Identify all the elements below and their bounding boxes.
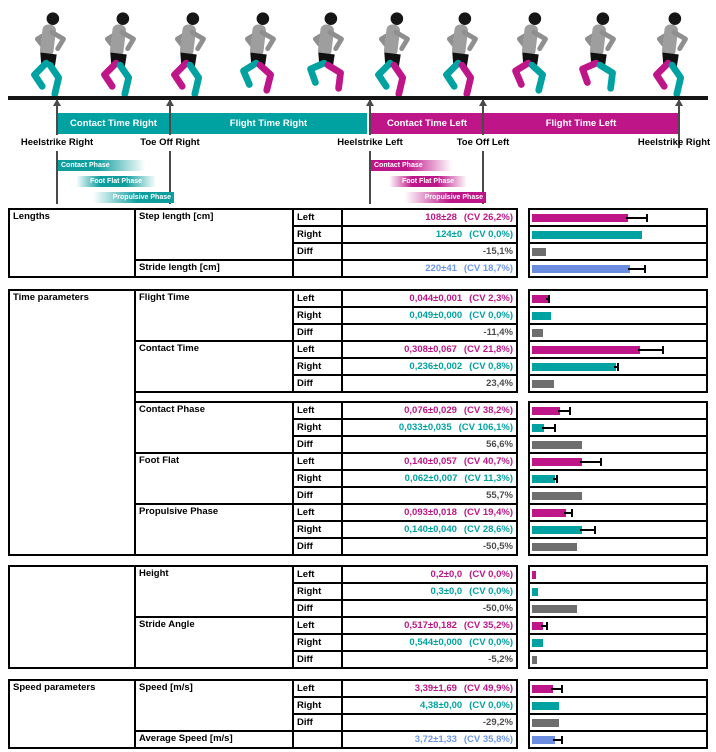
bar-row — [530, 227, 706, 244]
runner-figure — [364, 8, 422, 99]
error-whisker — [558, 410, 569, 412]
value-bar — [532, 509, 566, 517]
value-bar — [532, 380, 554, 388]
error-cap — [662, 346, 664, 354]
runner-figure — [432, 8, 490, 99]
section-label: Lengths — [9, 209, 135, 277]
value-cell — [342, 714, 517, 731]
side-label: Diff — [293, 487, 342, 504]
value-cell — [342, 307, 517, 324]
bar-row — [530, 244, 706, 261]
side-label: Diff — [293, 324, 342, 341]
arrowhead-icon — [166, 99, 174, 106]
side-label: Right — [293, 307, 342, 324]
runner-icon — [90, 8, 148, 99]
error-whisker — [580, 529, 594, 531]
value-cell — [342, 566, 517, 583]
bar-row — [530, 488, 706, 505]
value-bar — [532, 312, 551, 320]
cv-value: (CV 40,7%) — [463, 456, 513, 467]
diff-value: -15,1% — [482, 246, 513, 257]
error-cap — [569, 407, 571, 415]
phase-bar-footflat-right: Foot Flat Phase — [76, 176, 156, 187]
bar-row — [530, 325, 706, 342]
runner-figure — [90, 8, 148, 99]
cv-value: (CV 0,8%) — [469, 361, 513, 372]
bar-row — [530, 601, 706, 618]
mean-value: 0,3±0,0 — [430, 586, 463, 597]
angle-parameters-table — [8, 565, 518, 669]
cv-value: (CV 28,6%) — [463, 524, 513, 535]
runner-icon — [364, 8, 422, 99]
bar-row — [530, 715, 706, 732]
error-cap — [644, 265, 646, 273]
bar-row — [530, 308, 706, 325]
runner-icon — [20, 8, 78, 99]
runner-icon — [230, 8, 288, 99]
value-cell — [342, 402, 517, 419]
bar-row — [530, 618, 706, 635]
value-cell — [342, 470, 517, 487]
side-label: Right — [293, 697, 342, 714]
value-cell — [342, 600, 517, 617]
side-label: Right — [293, 226, 342, 243]
bar-row — [530, 681, 706, 698]
side-label: Left — [293, 209, 342, 226]
value-bar — [532, 265, 630, 273]
side-label: Right — [293, 470, 342, 487]
cv-value: (CV 35,8%) — [463, 734, 513, 745]
diff-value: 56,6% — [486, 439, 513, 450]
value-cell — [342, 453, 517, 470]
side-label: Left — [293, 290, 342, 307]
bar-row — [530, 471, 706, 488]
diff-value: -11,4% — [483, 327, 513, 338]
timeline-flight-time-left: Flight Time Left — [483, 113, 679, 134]
side-label: Right — [293, 521, 342, 538]
value-cell — [342, 341, 517, 358]
lengths-section — [0, 208, 716, 278]
cv-value: (CV 35,2%) — [463, 620, 513, 631]
arrowhead-icon — [366, 99, 374, 106]
bar-row — [530, 698, 706, 715]
value-cell — [342, 731, 517, 748]
cv-value: (CV 0,0%) — [469, 637, 513, 648]
event-label-heelstrike-left: Heelstrike Left — [337, 137, 403, 148]
value-cell — [342, 209, 517, 226]
side-label: Diff — [293, 651, 342, 668]
speed-parameters-table — [8, 679, 518, 749]
phase-bar-contact-left: Contact Phase — [371, 160, 452, 171]
value-cell — [342, 680, 517, 697]
time-parameters-section — [0, 289, 716, 556]
bar-chart-box — [528, 565, 708, 669]
parameter-label: Average Speed [m/s] — [135, 731, 293, 748]
arrowhead-icon — [675, 99, 683, 106]
side-label: Diff — [293, 600, 342, 617]
runner-icon — [432, 8, 490, 99]
parameter-label: Speed [m/s] — [135, 680, 293, 731]
side-label: Diff — [293, 538, 342, 555]
cv-value: (CV 0,0%) — [469, 310, 513, 321]
diff-value: -29,2% — [482, 717, 513, 728]
value-bar — [532, 702, 559, 710]
value-cell — [342, 226, 517, 243]
cv-value: (CV 18,7%) — [463, 263, 513, 274]
bar-row — [530, 261, 706, 276]
runner-figure — [298, 8, 356, 99]
side-label: Diff — [293, 243, 342, 260]
error-whisker — [542, 427, 553, 429]
runner-figure — [20, 8, 78, 99]
error-cap — [594, 526, 596, 534]
parameter-label: Contact Phase — [135, 402, 293, 453]
lengths-table — [8, 208, 518, 278]
value-bar — [532, 248, 546, 256]
event-label-toe-off-right: Toe Off Right — [140, 137, 200, 148]
side-label — [293, 260, 342, 277]
value-cell — [342, 419, 517, 436]
error-whisker — [626, 217, 646, 219]
mean-value: 4,38±0,00 — [419, 700, 463, 711]
value-cell — [342, 697, 517, 714]
side-label — [293, 731, 342, 748]
runner-icon — [160, 8, 218, 99]
runner-figure — [502, 8, 560, 99]
cv-value: (CV 38,2%) — [463, 405, 513, 416]
value-bar — [532, 492, 582, 500]
cv-value: (CV 26,2%) — [463, 212, 513, 223]
value-bar — [532, 441, 582, 449]
mean-value: 0,044±0,001 — [409, 293, 463, 304]
cv-value: (CV 2,3%) — [469, 293, 513, 304]
bar-row — [530, 567, 706, 584]
cv-value: (CV 19,4%) — [463, 507, 513, 518]
parameter-label: Flight Time — [135, 290, 293, 341]
error-whisker — [628, 268, 644, 270]
value-bar — [532, 685, 553, 693]
bar-row — [530, 454, 706, 471]
bar-chart-box — [528, 289, 708, 393]
runner-icon — [642, 8, 700, 99]
mean-value: 3,72±1,33 — [414, 734, 457, 745]
error-cap — [561, 685, 563, 693]
mean-value: 0,140±0,057 — [404, 456, 457, 467]
bar-row — [530, 403, 706, 420]
mean-value: 3,39±1,69 — [414, 683, 457, 694]
error-whisker — [638, 349, 662, 351]
side-label: Right — [293, 358, 342, 375]
value-cell — [342, 375, 517, 392]
diff-value: -50,5% — [482, 541, 513, 552]
runner-figure — [570, 8, 628, 99]
mean-value: 0,2±0,0 — [430, 569, 463, 580]
phase-bar-contact-right: Contact Phase — [58, 160, 145, 171]
value-cell — [342, 504, 517, 521]
diff-value: -50,0% — [482, 603, 513, 614]
bar-row — [530, 376, 706, 391]
value-cell — [342, 358, 517, 375]
mean-value: 220±41 — [425, 263, 457, 274]
value-bar — [532, 363, 616, 371]
phase-bar-propulsive-left: Propulsive Phase — [405, 192, 486, 203]
error-cap — [600, 458, 602, 466]
side-label: Left — [293, 453, 342, 470]
error-whisker — [580, 461, 600, 463]
side-label: Right — [293, 419, 342, 436]
bar-chart-box — [528, 679, 708, 749]
value-cell — [342, 583, 517, 600]
phase-bracket-line — [56, 151, 58, 204]
value-bar — [532, 214, 628, 222]
value-cell — [342, 260, 517, 277]
cv-value: (CV 0,0%) — [469, 586, 513, 597]
value-bar — [532, 458, 582, 466]
value-cell — [342, 436, 517, 453]
error-cap — [646, 214, 648, 222]
bar-row — [530, 652, 706, 667]
value-bar — [532, 346, 640, 354]
runner-icon — [570, 8, 628, 99]
cv-value: (CV 0,0%) — [469, 569, 513, 580]
side-label: Left — [293, 504, 342, 521]
bar-row — [530, 505, 706, 522]
section-label: Speed parameters — [9, 680, 135, 748]
bar-row — [530, 584, 706, 601]
value-bar — [532, 656, 537, 664]
value-cell — [342, 538, 517, 555]
parameter-label: Stride Angle — [135, 617, 293, 668]
runner-figure — [160, 8, 218, 99]
side-label: Left — [293, 341, 342, 358]
phase-bar-propulsive-right: Propulsive Phase — [93, 192, 174, 203]
phase-bracket-line — [369, 151, 371, 204]
cv-value: (CV 21,8%) — [463, 344, 513, 355]
mean-value: 108±28 — [425, 212, 457, 223]
bar-row — [530, 420, 706, 437]
value-cell — [342, 487, 517, 504]
side-label: Left — [293, 402, 342, 419]
error-cap — [546, 622, 548, 630]
cv-value: (CV 11,3%) — [464, 473, 513, 484]
error-cap — [556, 475, 558, 483]
section-label: Time parameters — [9, 290, 135, 555]
bar-row — [530, 539, 706, 554]
parameter-label: Step length [cm] — [135, 209, 293, 260]
cv-value: (CV 49,9%) — [463, 683, 513, 694]
diff-value: -5,2% — [488, 654, 513, 665]
diff-value: 55,7% — [486, 490, 513, 501]
arrowhead-icon — [479, 99, 487, 106]
mean-value: 0,308±0,067 — [404, 344, 457, 355]
value-bar — [532, 475, 555, 483]
mean-value: 0,140±0,040 — [404, 524, 457, 535]
bar-chart-box — [528, 401, 708, 556]
side-label: Left — [293, 680, 342, 697]
side-label: Right — [293, 583, 342, 600]
value-bar — [532, 605, 577, 613]
value-cell — [342, 651, 517, 668]
runner-icon — [298, 8, 356, 99]
runner-figure — [642, 8, 700, 99]
value-bar — [532, 543, 577, 551]
error-whisker — [553, 739, 561, 741]
bar-chart-box — [528, 208, 708, 278]
value-bar — [532, 736, 555, 744]
time-parameters-table — [8, 289, 518, 556]
bar-row — [530, 342, 706, 359]
mean-value: 0,076±0,029 — [404, 405, 457, 416]
value-cell — [342, 324, 517, 341]
bar-row — [530, 732, 706, 747]
mean-value: 0,033±0,035 — [398, 422, 452, 433]
timeline-flight-time-right: Flight Time Right — [170, 113, 367, 134]
value-bar — [532, 329, 543, 337]
side-label: Left — [293, 617, 342, 634]
cv-value: (CV 106,1%) — [458, 422, 513, 433]
ground-line — [8, 96, 708, 100]
error-cap — [548, 295, 550, 303]
parameter-label: Contact Time — [135, 341, 293, 392]
runner-figure — [230, 8, 288, 99]
speed-parameters-section — [0, 679, 716, 749]
value-bar — [532, 639, 543, 647]
bar-row — [530, 359, 706, 376]
angle-parameters-section — [0, 565, 716, 669]
error-cap — [617, 363, 619, 371]
value-cell — [342, 290, 517, 307]
bar-row — [530, 210, 706, 227]
section-label — [9, 566, 135, 668]
event-label-heelstrike-right-2: Heelstrike Right — [637, 137, 711, 148]
mean-value: 0,517±0,182 — [404, 620, 457, 631]
value-bar — [532, 407, 560, 415]
parameter-label: Propulsive Phase — [135, 504, 293, 555]
value-cell — [342, 634, 517, 651]
side-label: Diff — [293, 436, 342, 453]
cv-value: (CV 0,0%) — [469, 229, 513, 240]
bar-row — [530, 635, 706, 652]
phase-bar-footflat-left: Foot Flat Phase — [389, 176, 467, 187]
error-cap — [571, 509, 573, 517]
event-label-toe-off-left: Toe Off Left — [456, 137, 510, 148]
value-bar — [532, 526, 582, 534]
value-cell — [342, 521, 517, 538]
value-cell — [342, 617, 517, 634]
value-bar — [532, 571, 536, 579]
side-label: Left — [293, 566, 342, 583]
error-cap — [561, 736, 563, 744]
mean-value: 124±0 — [435, 229, 463, 240]
arrowhead-icon — [53, 99, 61, 106]
timeline-contact-time-left: Contact Time Left — [371, 113, 483, 134]
mean-value: 0,093±0,018 — [404, 507, 457, 518]
parameter-label: Height — [135, 566, 293, 617]
bar-row — [530, 437, 706, 454]
mean-value: 0,236±0,002 — [409, 361, 463, 372]
value-bar — [532, 231, 642, 239]
side-label: Diff — [293, 714, 342, 731]
side-label: Diff — [293, 375, 342, 392]
mean-value: 0,544±0,000 — [409, 637, 463, 648]
runner-icon — [502, 8, 560, 99]
gait-cycle-diagram — [0, 0, 716, 207]
value-cell — [342, 243, 517, 260]
parameter-label: Foot Flat — [135, 453, 293, 504]
diff-value: 23,4% — [486, 378, 513, 389]
bar-row — [530, 291, 706, 308]
value-bar — [532, 719, 559, 727]
mean-value: 0,049±0,000 — [409, 310, 463, 321]
error-whisker — [551, 688, 561, 690]
event-label-heelstrike-right: Heelstrike Right — [20, 137, 94, 148]
side-label: Right — [293, 634, 342, 651]
cv-value: (CV 0,0%) — [469, 700, 513, 711]
mean-value: 0,062±0,007 — [404, 473, 458, 484]
value-bar — [532, 588, 538, 596]
bar-row — [530, 522, 706, 539]
error-whisker — [564, 512, 571, 514]
timeline-contact-time-right: Contact Time Right — [57, 113, 170, 134]
error-cap — [554, 424, 556, 432]
parameter-label: Stride length [cm] — [135, 260, 293, 277]
